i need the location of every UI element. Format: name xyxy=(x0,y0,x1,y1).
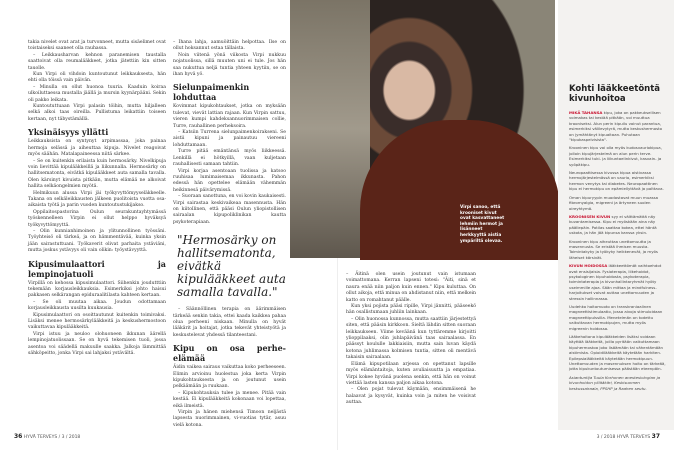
paragraph: – Olen pojat tulevat käymään, ensimmäisenä he halaavat ja kysyvät, kuinka voin ja miten he voisivat auttaa. xyxy=(346,387,476,406)
paragraph: Elämä kipupotilaan arjessa on opettanut lapsille myös elämäntaitoja, kuten avuliaisuutta ja empatiaa. Virpi kokee hyvänä puolena senkin, että hän on voinut viettää lasten kanssa paljon aikaa kotona. xyxy=(346,361,476,386)
paragraph: Lääkehoitona kipulääkkeiden lisäksi voidaan käyttää lääkkeitä, joilla pyritään vaikuttamaan kipuhermostoa joko lisäämään tai vähentämään aistimista. Opioidilääkkeitä käytetään harkiten. Epilepsialääkkeitä käytetään hermokipuun. Unettomuuden ja masennuksen hoito on tärkeää, jotta kipukuntoutumisessa päästään eteenpäin. xyxy=(569,334,666,372)
paragraph: – Äitinä olen usein joutunut vain istumaan voimattomana. Kerran lapseni totesi: "Äiti, sinä et naura enää niin paljon kuin ennen." Kipu kuluttaa. On ollut aikoja, että minua on ahdistanut niin, että melkein katto on romahtanut päälle. xyxy=(346,272,476,303)
paragraph: Oppilaitospastorina Oulun seurakuntayhtymässä työskennelleen Virpin ei ollut helppo hyväksyä työkyvyttömyyttä. xyxy=(28,209,166,228)
paragraph: – Leikkausharvan kehnon paranemisen taustalla saattoivat olla reumalääkkeet, jotka jätettiin kin sitten tauolle. xyxy=(28,52,166,71)
paragraph: – Kipukohtauksia tulee ja menee. Pitää vain kestää. Ei kipulääkkeitä kokonaan voi lopettaa, eikä ilmeistä. xyxy=(173,390,286,409)
paragraph: – Minulla on ollut huonoa tuuria. Kaaduin koiraa ulkoiluttaessa mustalla jäällä ja mursin kyynärpääni. Sekin oli pakko leikata. xyxy=(28,84,166,103)
paragraph: – Se oli muutaa aikaa. Joudun odottamaan korjausleikkausta uusilta kuukausia. xyxy=(28,299,166,312)
paragraph: – Katsiin Turrena sielunpaimenkoirakseni. Se aistii kipuni ja painautuu viereeni lohduttamaan. xyxy=(173,130,286,148)
paragraph: Leikkauksista on syntynyt arpimassaa, joka painaa hermoja selässä ja aiheuttaa kipuja. Nivelet reagoivat myös säähän. Matalapaineessa niitä särkee. xyxy=(28,139,166,158)
sidebar-box xyxy=(558,0,674,430)
paragraph: Kovimmat kipukohtaukset, jotka on myksään tulevat, vievät lattian rajaan. Kun Virpin sattuu, vieren kumpi kahdeksannuorimmaisen collie, Turre, rauhallinen perheksoira. xyxy=(173,104,286,129)
bookshelf-background xyxy=(290,0,370,258)
paragraph: Krooninen kipu voi olla myös kudosvauriokipua, jolloin kipujärjestelmä on alun perin terve. Esimerkiksi tuki- ja liikuntaelinkivut, kasvain- ja syöpäkipu. xyxy=(569,145,662,167)
page-number-right: 37 xyxy=(651,433,660,440)
paragraph: lääkkeettömät vaihtoehdot ovat ensisijaisia. Fysioterapia, liikehoidot, psykologinen kipuhoidosta, psykoterapia, toimintaterapia ja kivunhallintaryhmät hyöty useimmille ajoa. Sään mittaa ja mindfulness-harjoitukset voivat auttaa unettomuuden ja stressin hallinnassa. xyxy=(569,263,662,301)
footer-right xyxy=(597,433,660,440)
photo-caption: Virpi sanoo, että krooniset kivut ovat kasvattaneet lehmiin hermot ja lisänneet herkkyyttä aistia ympäriltä olevaa. xyxy=(460,205,505,244)
sidebar-title: Kohti lääkkeetöntä kivunhoitoa xyxy=(569,84,661,104)
paragraph: syy ei välttämättä näy kuvantamisessa. Kipu ei myöskään aina näy päällepäin. Potilas saattaa kokea, ettei häntä uskota, ja hän jää kipunsa kanssa yksin. xyxy=(569,213,657,236)
expert-credit: Asiantuntija Tuula Korhonen anestesiologian ja kivunhoidon ylilääkäri, Keskisuomen keskussairaala, PPSHP ja Raahen seutu. xyxy=(569,374,661,391)
paragraph: Äidin vaikea sairaus vaikuttaa koko perheeseen. Elimin arvioinu huolestua joka kerta Virpin kipukohtauksesta ja on joutunut usein pelkäämään ja ruukaan. xyxy=(173,365,286,390)
paragraph: Kuntoututtuaan Virpi palasin töihin, mutta hiljalleen selkä alkoi taas oireilla. Pullistuma leikattiin toiseen kertaan, nyt täbystämällä. xyxy=(28,104,166,122)
left-column-2 xyxy=(173,40,286,429)
page-number-left: 36 xyxy=(14,433,23,440)
footer-magazine-right: 3 / 2018 HYVÄ TERVEYS xyxy=(596,435,651,440)
paragraph: Krooninen kipu aiheuttaa unettomuutta ja masennusta. Se eristää ihmisen muusta. Toimintakyky ja työkyky heikkenevät, ja myös läheiset kärsivät. xyxy=(569,238,658,260)
paragraph: Virpi korjaa asentoaan tuolissa ja katsoo ruuhisaa lumimaisemaa ikkunasta. Pahon edessä hän opettelee elämään vähemmän heikinnesä päivärymissä. xyxy=(173,168,286,193)
paragraph: Helmikuun alussa Virpi jäi työkyvyttömyyseläkkeelle. Takana on selkäleikkausten jälkeen puolitoista vuotta osa-aikaista työtä ja parin vuoden kuntoutustukijakso. xyxy=(28,190,166,209)
paragraph: Kun Virpi oli vihdoin kuntoutunut leikkauksesta, hän ehti olla töissä vain päivän. xyxy=(28,72,166,84)
paragraph: Virpin ja hänen miehensä Timoon neljästä lapsesta nuorimmainen, vi-vuotias tytär, asuu vielä kotona. xyxy=(173,410,286,428)
pull-quote: "Hermosärky on hallitsematonta, eivätkä kipulääkkeet auta samalla tavalla." xyxy=(177,233,286,300)
subheading: Kipusimulaattori ja lempinojatuoli xyxy=(28,258,166,279)
sidebar-keyword: KROONISEN KIVUN xyxy=(569,213,611,219)
paragraph: Noin viitenä yönä viikosta Virpi nukkuu nojatuolissa, sillä muuten uni ei tule. Jos hän saa nukuttua neljä tuntia yhteen kyytiin, se on ihan hyvä yö. xyxy=(173,52,286,78)
paragraph: kipu, joka on pakkeuksellisen voimakas tai kestää pitkään, voi muuttua krooniseksi. Alun perin kipuilu voinut parantua, esimerkiksi välilevytyrä, mutta keskushermosto on jymähtänyt kipuaitaan. Puhutaan "kipukaspelvisista". xyxy=(569,110,663,143)
portrait-photo xyxy=(290,0,555,258)
paragraph: – Olin huonossa kunnossa, mutta saattiin järjestettyä siten, että pääsin kirkkoon. Sieltä lähdin sitten suoraan leikkaukseen. Viime keväänä kun tyttäremme kirjoitti ylioppilaaksi, olin juhlapäivänä taas sairaalassa. En päässyt koululle lakkiaisiin, mutta sain luvan käydä kotona juhlimassa kolmisen tuntia, sitten oli mentävä takaisin sairaalaan. xyxy=(346,316,476,361)
paragraph: Kipusimulaattori on osoittautunut kuitenkin toimivaksi. Lisäksi meneе hermosärkylääkkeitä ja keskushermostoon vaikuttavaa kipulääkkeitä. xyxy=(28,312,166,331)
paragraph: – Se on kuitenkin erilaista kuin hermosärky. Nivelkipuja voin lievittää kipulääkkeillä ja liikunnalla. Hermosärky on hallitsematonta, eivätkä kipulääkkeet auta samalla tavalla. Olen kärsinyt kivuista pitkään, mutta elämää ne alkoivat hallita selkäongelmien myötä. xyxy=(28,158,166,190)
paragraph: Virpi istuu ja neuloo olohuoneen ikkunan äärellä lempinojatuolissaan. Se on hyvä tekemisen tuoli, jossa asentoa voi säädellä makuulle saakka. Jalkoja lämmittää sähköpeitto, jonka Virpi sai lahjaksi ystävältä. xyxy=(28,331,166,357)
paragraph: Uudehko hoitomuoto on transkraniaalinen magneettistimulaatio, jossa aivoja stimuloidaan magneettipulssilla. Menetelmän on todettu vaikuttavan hermokipujen, mutta myös migreenin hoidossa. xyxy=(569,304,663,331)
paragraph: Neuropaattisessa kivussa kipua aistivassa hermojärjestelmässä on vaurio, esimerkiksi hermon venytys tai diabetes. Neuropaattinen kipu ei hermokipu on epämiellyttävä ja polttava. xyxy=(569,170,664,192)
paragraph: – Suoraan sanottuna, en voi kovin kaukaisesti. Virpi sairastaa keskivaikeaa masennusta. Hän on kiitollinen, että pääsi Oulun yliopistollisen sairaalan kipupoliklinikan kautta psykoterapiaan. xyxy=(173,194,286,225)
paragraph: Virpillä on kehossa kipusimulaattori. Siihenkin joudutttiin tekemään korjausleikkauksia. Esimerkiksi johto haisui pakkasen selkärangan epiduraalitilasta kahteen kertaan. xyxy=(28,280,166,299)
subheading: Kipu on osa perhe-elämää xyxy=(173,343,286,364)
paragraph: – Olin kunnianhimoinen ja ylitunnollinen työssäni. Työyhteisö oli tärkeä, ja on hämmentävää, kuinka yksin jään sairastuttuani. Työkaverit olivat parhaita ystäviäni, mutta joskus ystävyys oli vain olikin: työystävyyttä. xyxy=(28,228,166,254)
subheading: Sielunpaimenkin lohduttaa xyxy=(173,82,250,103)
paragraph: Oman kipuryypin muodostavat muun muassa fibromyalgia, migreeni ja ärtyneen suolen oireyhtymä. xyxy=(569,194,659,211)
footer-magazine-left: HYVÄ TERVEYS / 3 / 2018 xyxy=(23,435,81,440)
left-column-1 xyxy=(28,40,166,357)
paragraph: – Ihana lahja, aamuöittäin helpottaa. Ilse on ollut hoksannut ostaa tällaista. xyxy=(173,40,286,52)
paragraph: Turre pitää emäntänsä myös liikkeessä. Lenkillä ei hötkyillä, vaan kuljetaan rauhallisesti samaan tahtiin. xyxy=(173,149,286,168)
sidebar-keyword: KIVUN HOIDOSSA xyxy=(569,263,608,269)
paragraph: takia nivelet ovat arat ja turvonneet, mutta sisäelimet ovat toistaiseksi saaneet olla rauhassa. xyxy=(28,40,166,52)
footer-left xyxy=(14,433,80,440)
right-column xyxy=(346,272,476,407)
subheading: Yksinäisyys yllätti xyxy=(28,127,109,138)
paragraph: Kun yksi pojista pääsi ripille, Virpi jännitti, pääseekö hän osallistumaan juhliin lainkaan. xyxy=(346,304,476,316)
sidebar-keyword: MIKÄ TAHANSA xyxy=(569,110,603,115)
paragraph: – Säännöllinen terapia on äärimmäisen tärkeää senkin takia, ettei kaada kaikkea pahaa olua perheeni niskaan. Minulla on hyvät lääkärit ja hoitajat, jotka tekevät yhteistyötä ja keskustelevat yhdessä tilanteestani. xyxy=(173,307,286,338)
